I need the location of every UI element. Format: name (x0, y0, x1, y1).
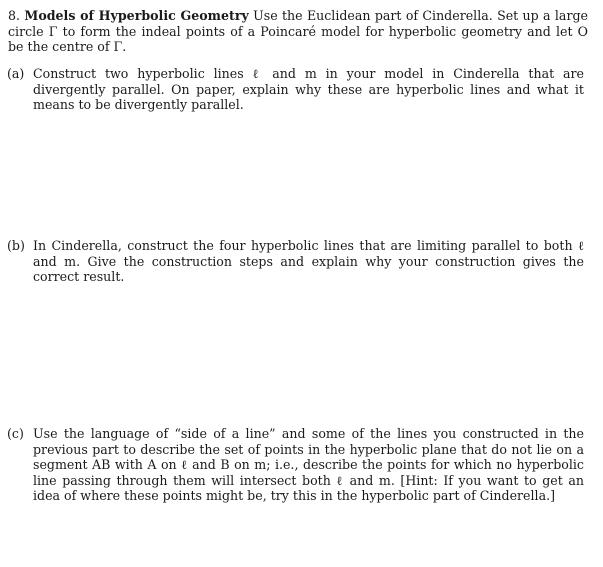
problem-title: Models of Hyperbolic Geometry (24, 8, 249, 23)
part-a-label: (a) (7, 66, 25, 81)
part-b-label: (b) (7, 238, 25, 253)
problem-intro: Use the Euclidean part of Cinderella. Set up a large circle Γ to form the indeal points of a Poincaré model for hyperbolic geometry and let O be the centre of Γ. (8, 8, 588, 54)
part-a-text: Construct two hyperbolic lines ℓ and m in your model in Cinderella that are divergently parallel. On paper, explain why these are hyperbolic lines and what it means to be divergently parallel. (33, 66, 584, 112)
problem-number: 8. (8, 8, 21, 23)
problem-8 (8, 8, 588, 55)
part-b-text: In Cinderella, construct the four hyperbolic lines that are limiting parallel to both ℓ and m. Give the construction steps and explain why your construction gives the correct result. (33, 238, 584, 284)
part-c (7, 426, 584, 504)
part-c-text: Use the language of “side of a line” and some of the lines you constructed in the previous part to describe the set of points in the hyperbolic plane that do not lie on a segment AB with A on ℓ and B on m; i.e., describe the points for which no hyperbolic line passing through them will intersect both ℓ and m. [Hint: If you want to get an idea of where these points might be, try this in the hyperbolic part of Cinderella.] (33, 426, 584, 503)
part-b (7, 238, 584, 285)
part-a (7, 66, 584, 113)
part-c-label: (c) (7, 426, 24, 441)
